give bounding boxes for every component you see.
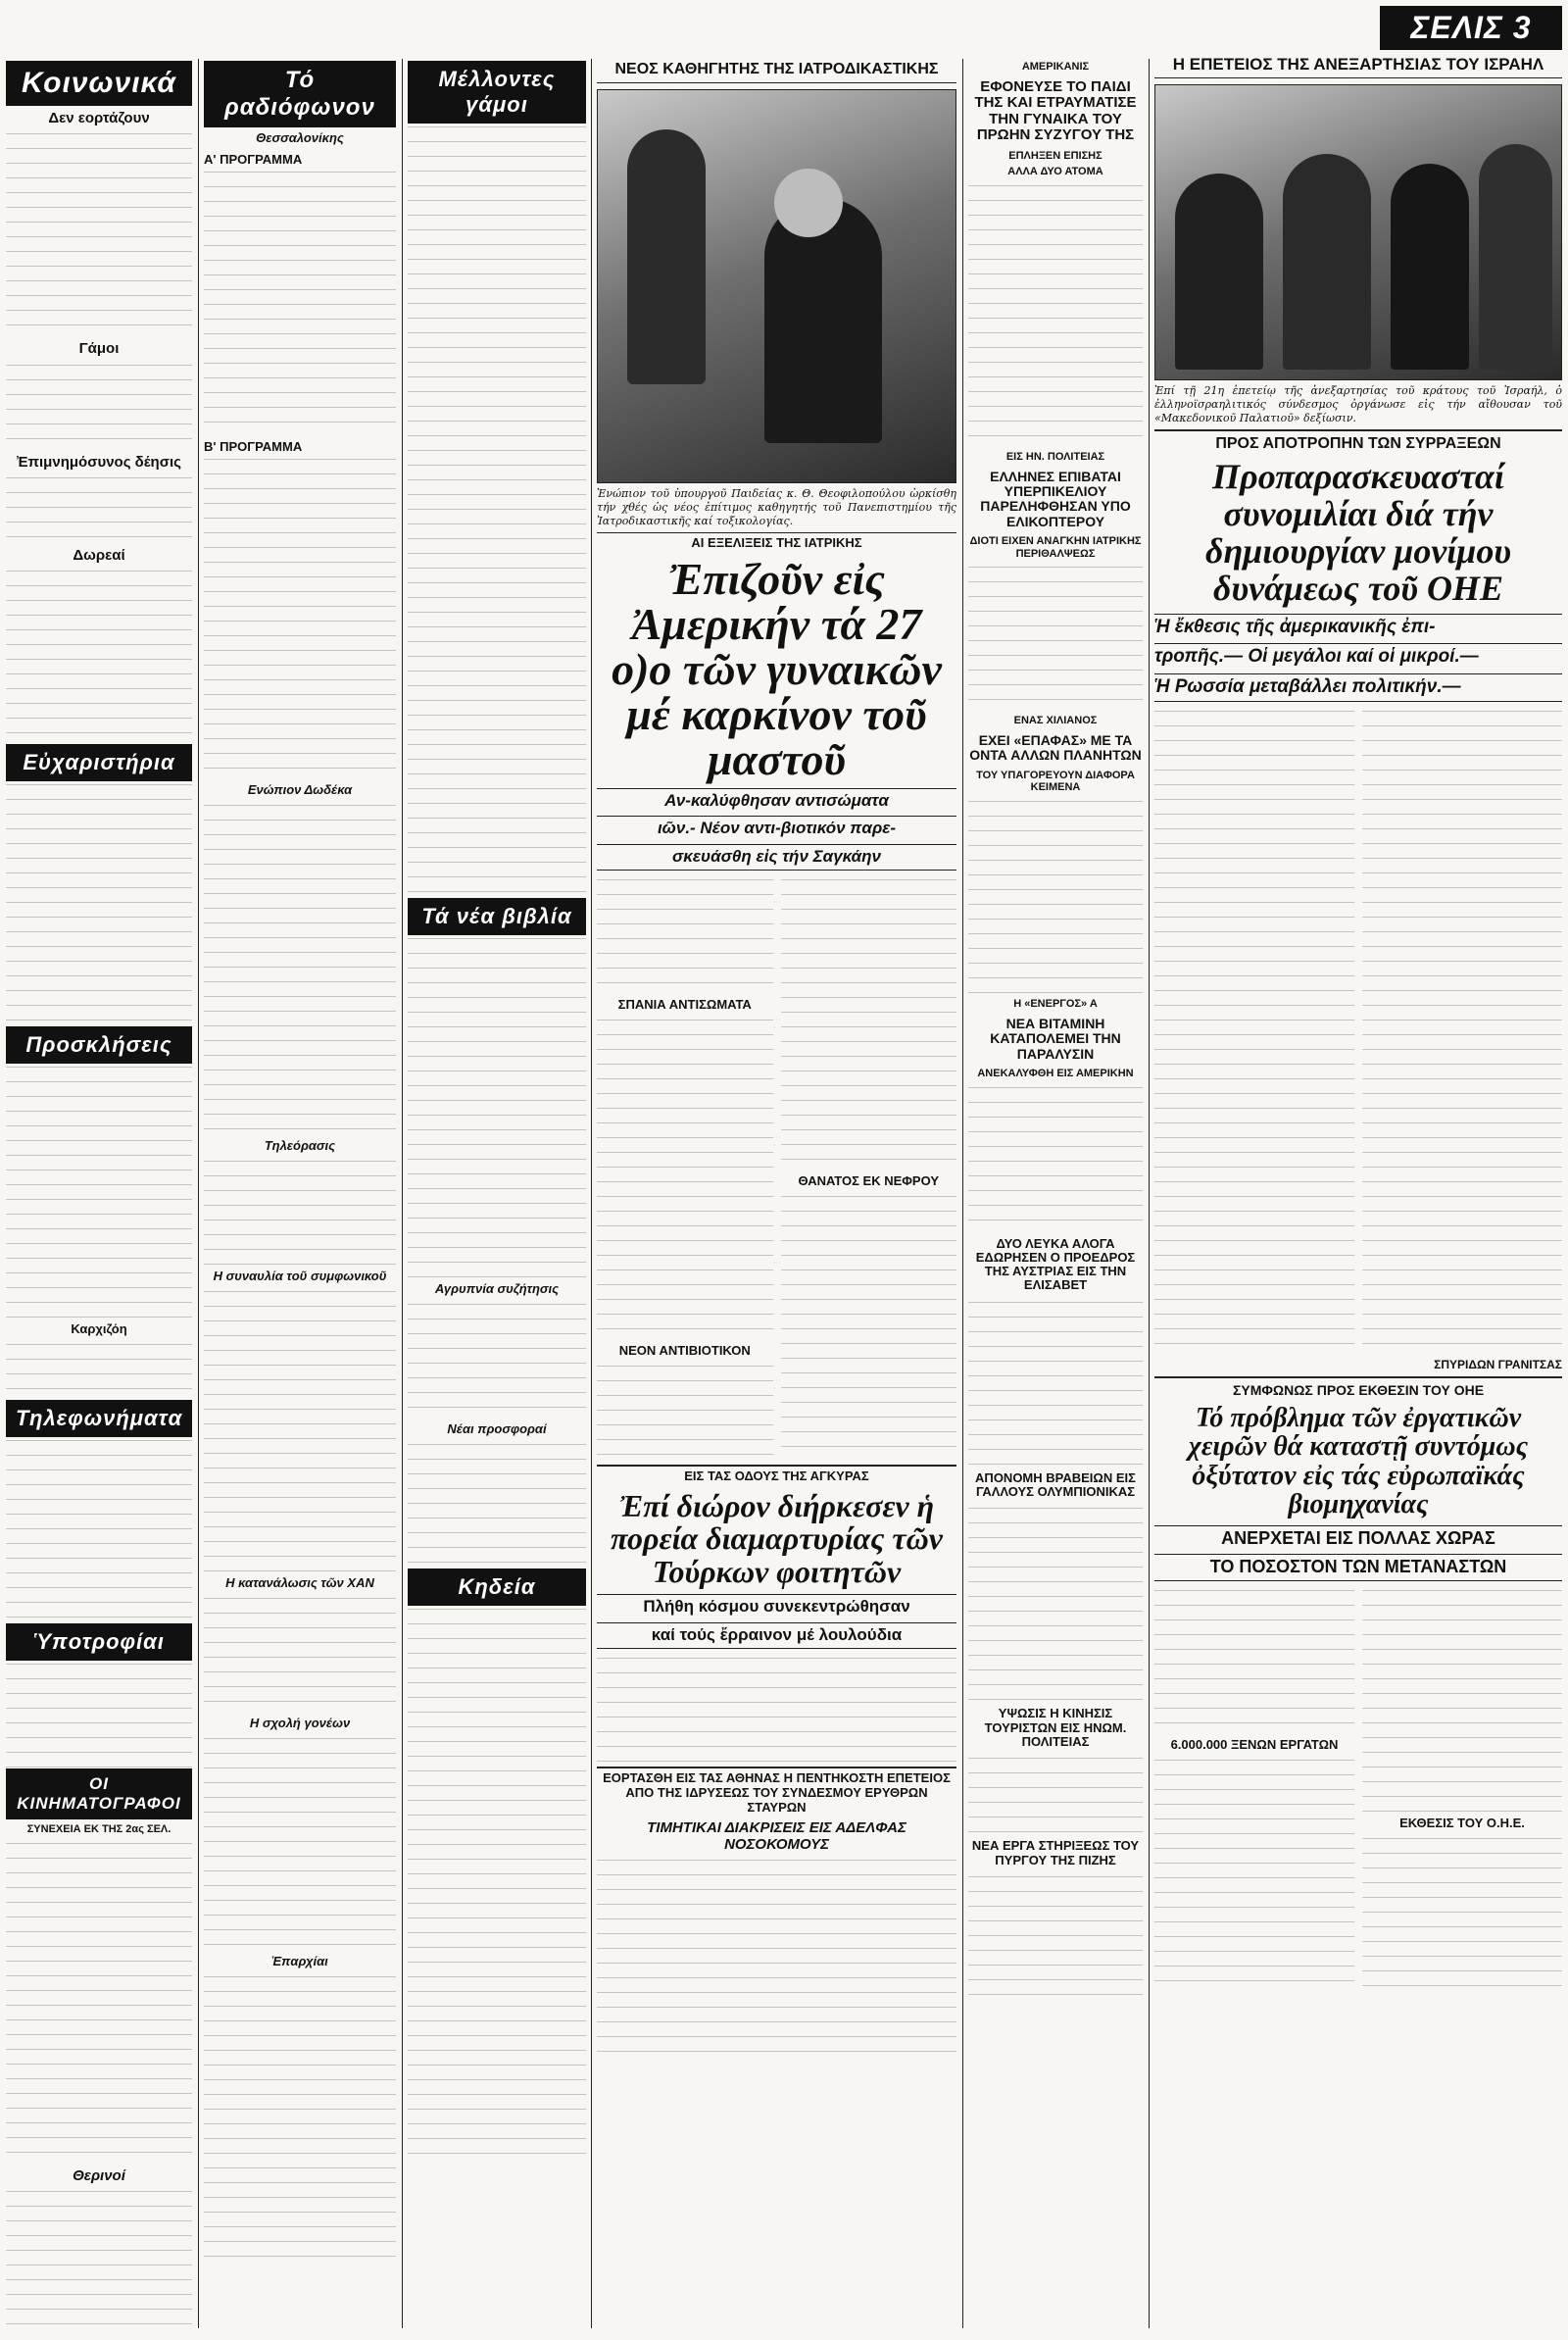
text-block bbox=[6, 1661, 192, 1768]
headline-neos-kathigitis: ΝΕΟΣ ΚΑΘΗΓΗΤΗΣ ΤΗΣ ΙΑΤΡΟΔΙΚΑΣΤΙΚΗΣ bbox=[597, 61, 956, 83]
text-block bbox=[1362, 708, 1562, 1355]
text-block bbox=[204, 1288, 396, 1572]
banner-ta-nea-vivlia: Τά νέα βιβλία bbox=[408, 898, 586, 935]
tv-schedule bbox=[204, 1158, 396, 1266]
text-block bbox=[6, 474, 192, 543]
heading-agkyras: ΕΙΣ ΤΑΣ ΟΔΟΥΣ ΤΗΣ ΑΓΚΥΡΑΣ bbox=[597, 1465, 956, 1484]
text-block bbox=[6, 568, 192, 744]
subheadline-oie-3: Ἡ Ρωσσία μεταβάλλει πολιτικήν.— bbox=[1154, 673, 1562, 702]
subheadline-oie-2: τροπῆς.— Οἱ μεγάλοι καί οἱ μικροί.— bbox=[1154, 643, 1562, 668]
heading-thessalonikis: Θεσσαλονίκης bbox=[256, 130, 344, 145]
subheadline-oie-1: Ἡ ἔκθεσις τῆς ἀμερικανικῆς ἐπι- bbox=[1154, 614, 1562, 638]
headline-israel: Η ΕΠΕΤΕΙΟΣ ΤΗΣ ΑΝΕΞΑΡΤΗΣΙΑΣ ΤΟΥ ΙΣΡΑΗΛ bbox=[1154, 56, 1562, 78]
heading-neon-antiviotikon: ΝΕΟΝ ΑΝΤΙΒΙΟΤΙΚΟΝ bbox=[618, 1342, 751, 1358]
heading-kapnizontes: Καρχιζόη bbox=[71, 1321, 127, 1336]
heading-prosforai: Νέαι προσφοραί bbox=[447, 1420, 547, 1436]
photo-caption-israel: Ἐπί τῇ 21η ἐπετείῳ τῆς ἀνεξαρτησίας τοῦ κράτους τοῦ Ἰσραήλ, ὁ ἐλληνοϊσραηλιτικός σύνδεσμος ὀργάνωσε εἰς τήν αἴθουσαν τοῦ «Μακεδονικοῦ Παλατιοῦ» δεξίωσιν. bbox=[1154, 383, 1562, 424]
headline-epafas: ΕΧΕΙ «ΕΠΑΦΑΣ» ΜΕ ΤΑ ΟΝΤΑ ΑΛΛΩΝ ΠΛΑΝΗΤΩΝ bbox=[969, 732, 1142, 764]
text-block bbox=[968, 564, 1143, 711]
text-block bbox=[408, 1606, 586, 2155]
headline-ekthesi: Τό πρόβλημα τῶν ἐργατικῶν χειρῶν θά καταστῇ συντόμως ὀξύτατον εἰς τάς εὐρωπαϊκάς βιομηχανίας bbox=[1188, 1403, 1529, 1520]
subheading-2: ΑΛΛΑ ΔΥΟ ΑΤΟΜΑ bbox=[1007, 166, 1103, 178]
text-block bbox=[6, 1064, 192, 1319]
kicker-amerikanis: ΑΜΕΡΙΚΑΝΙΣ bbox=[1021, 61, 1090, 73]
text-block bbox=[597, 876, 773, 994]
text-block bbox=[597, 1655, 956, 1763]
section-label: ΑΙ ΕΞΕΛΙΞΕΙΣ ΤΗΣ ΙΑΤΡΙΚΗΣ bbox=[597, 532, 956, 551]
banner-eucharistiria: Εὐχαριστήρια bbox=[6, 744, 192, 781]
headline-ellines: ΕΛΛΗΝΕΣ ΕΠΙΒΑΤΑΙ ΥΠΕΡΠΙΚΕΛΙΟΥ ΠΑΡΕΛΗΦΘΗΣΑΝ ΥΠΟ ΕΛΙΚΟΠΤΕΡΟΥ bbox=[980, 468, 1131, 529]
heading-b-programma: Β' ΠΡΟΓΡΑΜΜΑ bbox=[204, 438, 303, 454]
heading-spania: ΣΠΑΝΙΑ ΑΝΤΙΣΩΜΑΤΑ bbox=[617, 996, 752, 1012]
headline-erga: ΝΕΑ ΕΡΓΑ ΣΤΗΡΙΞΕΩΣ ΤΟΥ ΠΥΡΓΟΥ ΤΗΣ ΠΙΖΗΣ bbox=[971, 1838, 1140, 1867]
text-block bbox=[781, 876, 957, 1170]
subheadline-2: ιῶν.- Νέον αντι-βιοτικόν παρε- bbox=[597, 816, 956, 838]
text-block bbox=[968, 182, 1143, 447]
cinema-listings-summer bbox=[6, 2188, 192, 2328]
heading-eortasi: ΕΟΡΤΑΣΘΗ ΕΙΣ ΤΑΣ ΑΘΗΝΑΣ Η ΠΕΝΤΗΚΟΣΤΗ ΕΠΕΤΕΙΟΣ ΑΠΟ ΤΗΣ ΙΔΡΥΣΕΩΣ ΤΟΥ ΣΥΝΔΕΣΜΟΥ ΕΡΥΘΡΩΝ ΣΤΑΥΡΩΝ bbox=[597, 1767, 956, 1816]
photo-caption: Ἐνώπιον τοῦ ὑπουργοῦ Παιδείας κ. Θ. Θεοφιλοπούλου ὡρκίσθη τήν χθές ὡς νέος ἐπίτιμος καθηγητής τοῦ Πανεπιστημίου τῆς Ἰατροδικαστικῆς καί τοξικολογίας. bbox=[597, 486, 956, 527]
text-block bbox=[1154, 1587, 1354, 1734]
heading-a-programma: Α' ΠΡΟΓΡΑΜΜΑ bbox=[204, 151, 303, 167]
banner-kinimatografoi: ΟΙ ΚΙΝΗΜΑΤΟΓΡΑΦΟΙ bbox=[6, 1768, 192, 1819]
text-block bbox=[968, 1084, 1143, 1231]
subheadline-agkyras-1: Πλήθη κόσμου συνεκεντρώθησαν bbox=[597, 1594, 956, 1617]
column-weddings bbox=[408, 61, 586, 2328]
heading-enotion: Ενώπιον Δωδέκα bbox=[247, 781, 353, 797]
kicker-politeiai: ΕΙΣ ΗΝ. ΠΟΛΙΤΕΙΑΣ bbox=[1005, 450, 1105, 463]
text-block bbox=[781, 1193, 957, 1448]
kicker-ekthesi: ΣΥΜΦΩΝΩΣ ΠΡΟΣ ΕΚΘΕΣΙΝ ΤΟΥ ΟΗΕ bbox=[1154, 1376, 1562, 1398]
subheading-ellines: ΔΙΟΤΙ ΕΙΧΕΝ ΑΝΑΓΚΗΝ ΙΑΤΡΙΚΗΣ ΠΕΡΙΘΑΛΨΕΩΣ bbox=[969, 535, 1142, 560]
text-block bbox=[408, 935, 586, 1278]
headline-vitamini: ΝΕΑ ΒΙΤΑΜΙΝΗ ΚΑΤΑΠΟΛΕΜΕΙ ΤΗΝ ΠΑΡΑΛΥΣΙΝ bbox=[990, 1015, 1121, 1062]
heading-xenoi: 6.000.000 ΞΕΝΩΝ ΕΡΓΑΤΩΝ bbox=[1170, 1737, 1339, 1753]
text-block bbox=[597, 1857, 956, 2053]
heading-scholi: Η σχολή γονέων bbox=[249, 1715, 351, 1730]
subheadline-ekthesi-1: ΑΝΕΡΧΕΤΑΙ ΕΙΣ ΠΟΛΛΑΣ ΧΩΡΑΣ bbox=[1154, 1525, 1562, 1549]
cinema-listings bbox=[6, 1840, 192, 2164]
heading-eparchiai: Ἐπαρχίαι bbox=[271, 1953, 328, 1968]
text-block bbox=[1362, 1587, 1562, 1813]
column-rule bbox=[198, 59, 199, 2328]
column-rule bbox=[1149, 59, 1150, 2328]
column-medicine bbox=[597, 61, 956, 2328]
subheading-epafas: ΤΟΥ ΥΠΑΓΟΡΕΥΟΥΝ ΔΙΑΦΟΡΑ ΚΕΙΜΕΝΑ bbox=[976, 769, 1135, 794]
radio-schedule bbox=[204, 802, 396, 1135]
heading-den-eortazoun: Δεν εορτάζουν bbox=[48, 110, 150, 126]
headline-leuka: ΔΥΟ ΛΕΥΚΑ ΑΛΟΓΑ ΕΔΩΡΗΣΕΝ Ο ΠΡΟΕΔΡΟΣ ΤΗΣ ΑΥΣΤΡΙΑΣ ΕΙΣ ΤΗΝ ΕΛΙΣΑΒΕΤ bbox=[975, 1235, 1136, 1293]
text-block bbox=[6, 1341, 192, 1400]
heading-synaylia: Η συναυλία τοῦ συμφωνικοῦ bbox=[213, 1268, 387, 1283]
page-number-label: ΣΕΛΙΣ 3 bbox=[1380, 6, 1562, 50]
heading-katanalosis: Η κατανάλωσις τῶν ΧΑΝ bbox=[225, 1574, 374, 1590]
byline: ΣΠΥΡΙΔΩΝ ΓΡΑΝΙΤΣΑΣ bbox=[1434, 1358, 1562, 1372]
text-block bbox=[968, 1873, 1143, 2001]
column-international bbox=[1154, 6, 1562, 2328]
headline-vraveia: ΑΠΟΝΟΜΗ ΒΡΑΒΕΙΩΝ ΕΙΣ ΓΑΛΛΟΥΣ ΟΛΥΜΠΙΟΝΙΚΑΣ bbox=[975, 1469, 1136, 1500]
heading-therinoi: Θερινοί bbox=[73, 2166, 125, 2184]
banner-kideia: Κηδεία bbox=[408, 1568, 586, 1606]
heading-epimnimosynos: Ἐπιμνημόσυνος δέησις bbox=[17, 453, 181, 471]
banner-ypotrofiai: Ὑποτροφίαι bbox=[6, 1623, 192, 1661]
banner-mellontes: Μέλλοντες γάμοι bbox=[408, 61, 586, 124]
column-rule bbox=[402, 59, 403, 2328]
text-block bbox=[6, 362, 192, 450]
kicker-chiliandos: ΕΝΑΣ ΧΙΛΙΑΝΟΣ bbox=[1013, 715, 1098, 727]
radio-schedule bbox=[204, 456, 396, 779]
headline-ypsisi: ΥΨΩΣΙΣ Η ΚΙΝΗΣΙΣ ΤΟΥΡΙΣΤΩΝ ΕΙΣ ΗΝΩΜ. ΠΟΛΙΤΕΙΑΣ bbox=[984, 1706, 1127, 1749]
text-block bbox=[968, 1755, 1143, 1833]
text-block bbox=[6, 130, 192, 336]
heading-doreai: Δωρεαί bbox=[73, 546, 125, 564]
subheading-eortasi: ΤΙΜΗΤΙΚΑΙ ΔΙΑΚΡΙΣΕΙΣ ΕΙΣ ΑΔΕΛΦΑΣ ΝΟΣΟΚΟΜΟΥΣ bbox=[647, 1818, 906, 1853]
photo-professor-oath bbox=[597, 89, 956, 483]
text-block bbox=[204, 1595, 396, 1713]
kicker-energos: Η «ΕΝΕΡΓΟΣ» Α bbox=[1013, 998, 1098, 1011]
text-block bbox=[597, 1363, 773, 1461]
banner-tilefonimata: Τηλεφωνήματα bbox=[6, 1400, 192, 1437]
headline-agkyras: Ἐπί διώρον διήρκεσεν ἡ πορεία διαμαρτυρίας τῶν Τούρκων φοιτητῶν bbox=[611, 1487, 943, 1589]
text-block bbox=[204, 1735, 396, 1951]
text-block bbox=[408, 124, 586, 898]
heading-tileorasis: Τηλεόρασις bbox=[264, 1137, 336, 1153]
column-rule bbox=[591, 59, 592, 2328]
text-block bbox=[968, 1299, 1143, 1466]
banner-prosklisis: Προσκλήσεις bbox=[6, 1026, 192, 1064]
text-block bbox=[1154, 708, 1354, 1355]
text-block bbox=[597, 1017, 773, 1340]
photo-israel-reception bbox=[1154, 84, 1562, 380]
text-block bbox=[6, 1437, 192, 1623]
subheading-vitamini: ΑΝΕΚΑΛΥΦΘΗ ΕΙΣ ΑΜΕΡΙΚΗΝ bbox=[977, 1067, 1134, 1079]
heading-ekthesi-oie: ΕΚΘΕΣΙΣ ΤΟΥ Ο.Η.Ε. bbox=[1399, 1816, 1525, 1831]
heading-agrypnia: Αγρυπνία συζήτησις bbox=[434, 1281, 560, 1296]
heading-gamoi: Γάμοι bbox=[78, 340, 120, 358]
text-block bbox=[1154, 1757, 1354, 1992]
subheadline-1: Αν-καλύφθησαν αντισώματα bbox=[597, 788, 956, 811]
banner-radiofono: Τό ραδιόφωνον bbox=[204, 61, 396, 127]
headline-efoneuse: ΕΦΟΝΕΥΣΕ ΤΟ ΠΑΙΔΙ ΤΗΣ ΚΑΙ ΕΤΡΑΥΜΑΤΙΣΕ ΤΗΝ ΓΥΝΑΙΚΑ ΤΟΥ ΠΡΩΗΝ ΣΥΖΥΓΟΥ ΤΗΣ bbox=[974, 77, 1137, 144]
subheading-1: ΕΠΛΗΞΕΝ ΕΠΙΣΗΣ bbox=[1008, 149, 1102, 162]
heading-thanatos: ΘΑΝΑΤΟΣ ΕΚ ΝΕΦΡΟΥ bbox=[798, 1172, 940, 1188]
subheadline-ekthesi-2: ΤΟ ΠΟΣΟΣΤΟΝ ΤΩΝ ΜΕΤΑΝΑΣΤΩΝ bbox=[1154, 1554, 1562, 1581]
banner-koinonika: Κοινωνικά bbox=[6, 61, 192, 106]
text-block bbox=[6, 781, 192, 1026]
headline-main: Ἐπιζοῦν εἰς Ἀμερικήν τά 27 ο)ο τῶν γυναικῶν μέ καρκίνον τοῦ μαστοῦ bbox=[612, 553, 942, 784]
column-radio bbox=[204, 61, 396, 2328]
text-block bbox=[1362, 1835, 1562, 1992]
headline-oie: Προπαρασκευασταί συνομιλίαι διά τήν δημιουργίαν μονίμου δυνάμεως τοῦ ΟΗΕ bbox=[1205, 457, 1511, 608]
column-social bbox=[6, 61, 192, 2328]
text-block bbox=[408, 1441, 586, 1568]
column-rule bbox=[962, 59, 963, 2328]
subheadline-agkyras-2: καί τούς ἔρραινον μέ λουλούδια bbox=[597, 1622, 956, 1649]
kinimatografoi-sub: ΣΥΝΕΧΕΙΑ ΕΚ ΤΗΣ 2ας ΣΕΛ. bbox=[26, 1822, 172, 1835]
subheadline-3: σκευάσθη εἰς τήν Σαγκάην bbox=[597, 844, 956, 871]
text-block bbox=[968, 798, 1143, 994]
column-news bbox=[968, 61, 1143, 2328]
text-block bbox=[204, 1973, 396, 2267]
kicker-oie: ΠΡΟΣ ΑΠΟΤΡΟΠΗΝ ΤΩΝ ΣΥΡΡΑΞΕΩΝ bbox=[1154, 429, 1562, 453]
text-block bbox=[408, 1301, 586, 1419]
text-block bbox=[968, 1505, 1143, 1701]
radio-schedule bbox=[204, 169, 396, 433]
